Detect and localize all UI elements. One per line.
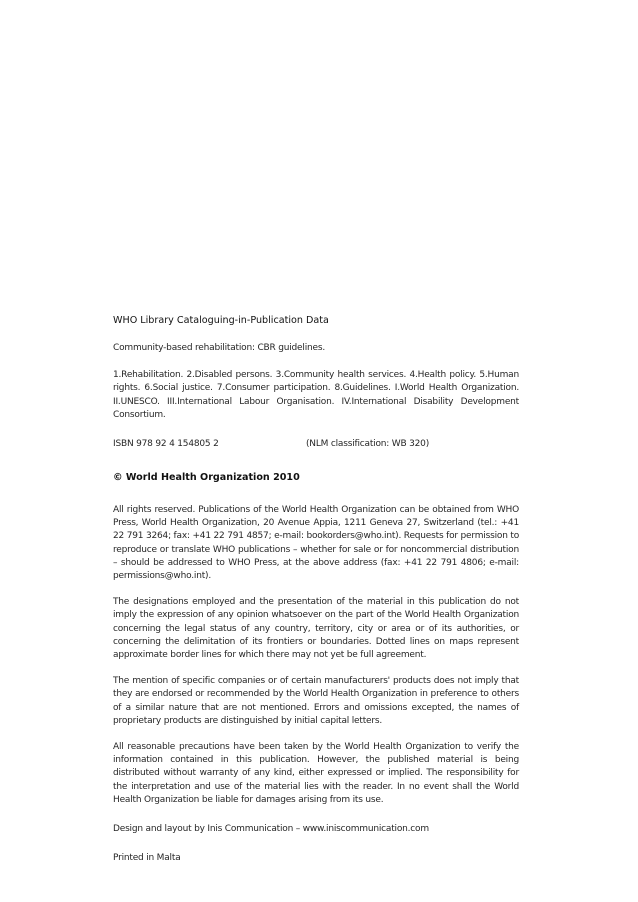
rights-paragraph: All rights reserved. Publications of the World Health Organization can be obtained from WHO Press, World Health Organization, 20 Avenue Appia, 1211 Geneva 27, Switzerland (tel.: +41 22 791 3264; fax: +41 22 791 4857; e-mail: bookorders@who.int). Requests for permission to reproduce or translate WHO publications – whether for sale or for noncommercial distribution – should be addressed to WHO Press, at the above address (fax: +41 22 791 4806; e-mail: permissions@who.int).: [113, 505, 519, 582]
isbn-row: [113, 438, 519, 451]
designations-paragraph: The designations employed and the presentation of the material in this publication do not imply the expression of any opinion whatsoever on the part of the World Health Organization concerning the legal status of any country, territory, city or area or of its authorities, or concerning the delimitation of its frontiers or boundaries. Dotted lines on maps represent approximate border lines for which there may not yet be full agreement.: [113, 597, 519, 661]
copyright-page: [113, 314, 519, 881]
printed-location: Printed in Malta: [113, 853, 181, 864]
subject-list: 1.Rehabilitation. 2.Disabled persons. 3.Community health services. 4.Health policy. 5.Human rights. 6.Social justice. 7.Consumer participation. 8.Guidelines. I.World Health Organization. II.UNESCO. III.International Labour Organisation. IV.International Disability Development Consortium.: [113, 370, 519, 420]
book-title: Community-based rehabilitation: CBR guidelines.: [113, 343, 325, 353]
copyright-notice: © World Health Organization 2010: [113, 472, 300, 484]
cip-title: WHO Library Cataloguing-in-Publication Data: [113, 315, 329, 326]
nlm-classification: (NLM classification: WB 320): [306, 439, 430, 450]
mention-paragraph: The mention of specific companies or of certain manufacturers' products does not imply that they are endorsed or recommended by the World Health Organization in preference to others of a similar nature that are not mentioned. Errors and omissions excepted, the names of proprietary products are distinguished by initial capital letters.: [113, 676, 519, 726]
isbn: ISBN 978 92 4 154805 2: [113, 439, 219, 450]
design-credit: Design and layout by Inis Communication – www.iniscommunication.com: [113, 824, 429, 835]
precautions-paragraph: All reasonable precautions have been taken by the World Health Organization to verify the information contained in this publication. However, the published material is being distributed without warranty of any kind, either expressed or implied. The responsibility for the interpretation and use of the material lies with the reader. In no event shall the World Health Organization be liable for damages arising from its use.: [113, 742, 519, 805]
